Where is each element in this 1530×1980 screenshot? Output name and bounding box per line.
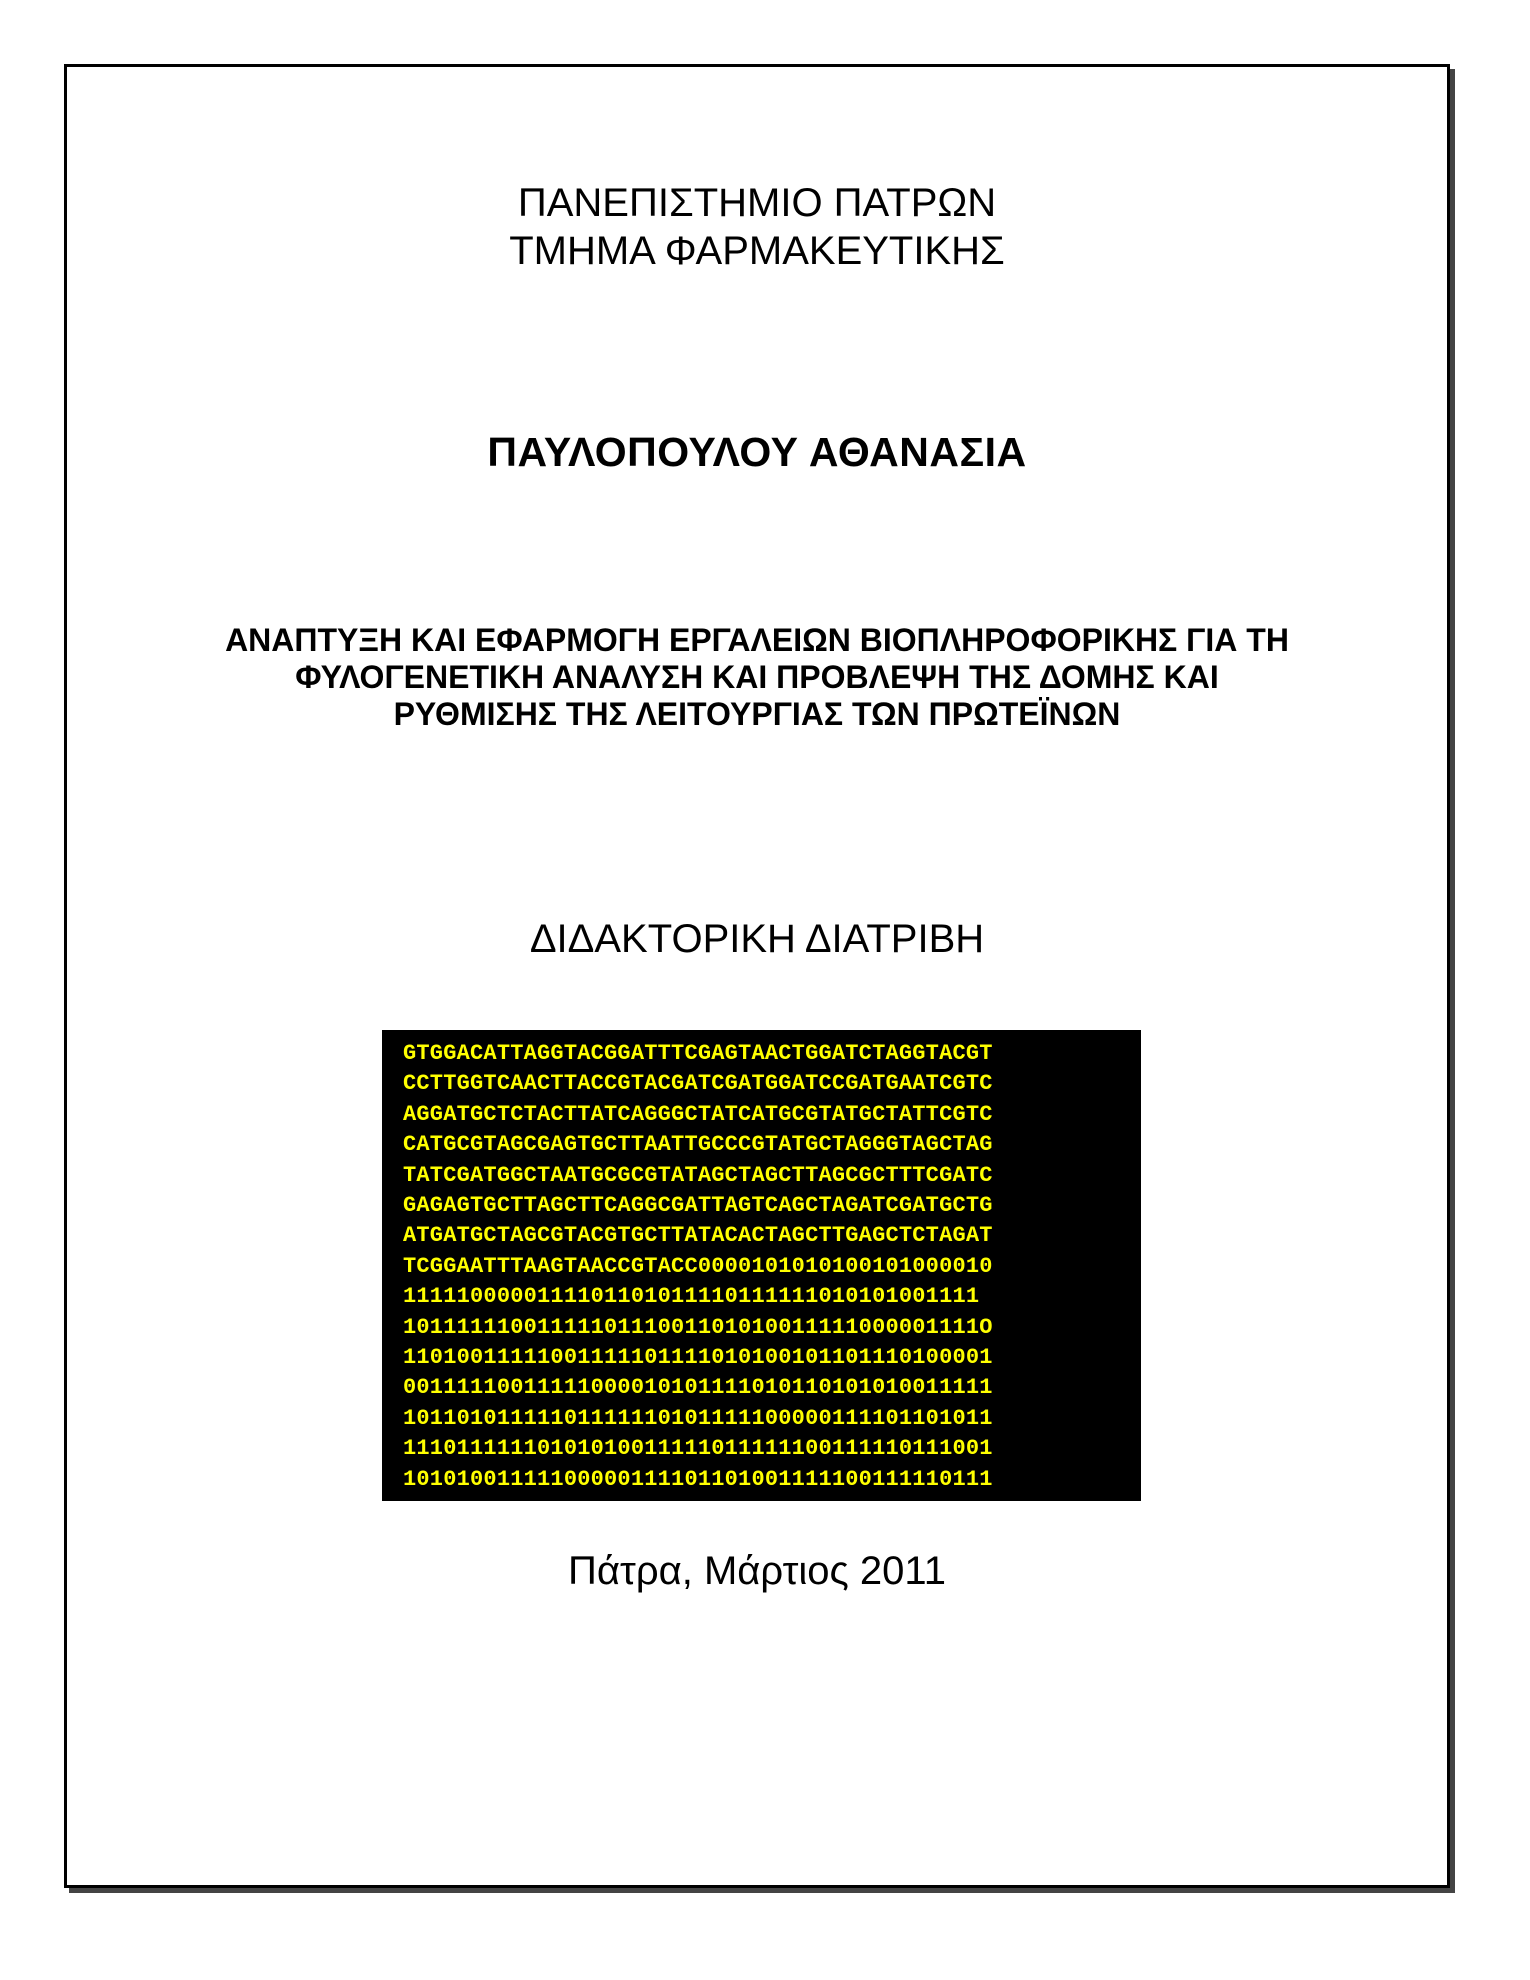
place-date: Πάτρα, Μάρτιος 2011 <box>568 1549 946 1593</box>
sequence-line: GTGGACATTAGGTACGGATTTCGAGTAACTGGATCTAGGTACGT <box>403 1041 993 1066</box>
thesis-type: ΔΙΔΑΚΤΟΡΙΚΗ ΔΙΑΤΡΙΒΗ <box>529 917 985 961</box>
sequence-line: ATGATGCTAGCGTACGTGCTTATACACTAGCTTGAGCTCTAGAT <box>403 1223 993 1249</box>
sequence-line: CATGCGTAGCGAGTGCTTAATTGCCCGTATGCTAGGGTAGCTAG <box>403 1132 993 1158</box>
sequence-line: AGGATGCTCTACTTATCAGGGCTATCATGCGTATGCTATTCGTC <box>403 1101 993 1127</box>
sequence-line: 11010011111001111101111010100101101110100001 <box>403 1345 993 1371</box>
sequence-line: 1011111100111110111001101010011111000001111O <box>403 1314 993 1340</box>
thesis-title-line: ΡΥΘΜΙΣΗΣ ΤΗΣ ΛΕΙΤΟΥΡΓΙΑΣ ΤΩΝ ΠΡΩΤΕΪΝΩΝ <box>393 696 1121 732</box>
dna-binary-sequence-image <box>382 1030 1141 1501</box>
cover-page-frame <box>64 64 1450 1888</box>
sequence-line: 00111110011111000010101111010110101010011111 <box>403 1375 993 1401</box>
author-name: ΠΑΥΛΟΠΟΥΛΟΥ ΑΘΑΝΑΣΙΑ <box>487 429 1027 475</box>
sequence-line: TCGGAATTTAAGTAACCGTACC0000101010100101000010 <box>403 1253 993 1279</box>
sequence-line: GAGAGTGCTTAGCTTCAGGCGATTAGTCAGCTAGATCGATGCTG <box>403 1193 993 1219</box>
thesis-title-line: ΦΥΛΟΓΕΝΕΤΙΚΗ ΑΝΑΛΥΣΗ ΚΑΙ ΠΡΟΒΛΕΨΗ ΤΗΣ ΔΟΜΗΣ ΚΑΙ <box>295 659 1219 695</box>
sequence-line: 11101111110101010011111011111100111110111001 <box>403 1436 993 1462</box>
sequence-line: CCTTGGTCAACTTACCGTACGATCGATGGATCCGATGAATCGTC <box>403 1071 993 1097</box>
sequence-line: TATCGATGGCTAATGCGCGTATAGCTAGCTTAGCGCTTTCGATC <box>403 1162 993 1188</box>
department-name: ΤΜΗΜΑ ΦΑΡΜΑΚΕΥΤΙΚΗΣ <box>509 229 1005 273</box>
thesis-title-line: ΑΝΑΠΤΥΞΗ ΚΑΙ ΕΦΑΡΜΟΓΗ ΕΡΓΑΛΕΙΩΝ ΒΙΟΠΛΗΡΟΦΟΡΙΚΗΣ ΓΙΑ ΤΗ <box>225 622 1289 658</box>
university-header <box>67 179 1447 275</box>
thesis-title <box>67 622 1447 733</box>
sequence-line: 10110101111101111110101111100000111101101011 <box>403 1405 993 1431</box>
university-name: ΠΑΝΕΠΙΣΤΗΜΙΟ ΠΑΤΡΩΝ <box>517 181 997 225</box>
sequence-line: 1111100000111101101011110111111010101001111 <box>403 1284 980 1310</box>
sequence-line: 10101001111100000111101101001111100111110111 <box>403 1466 993 1492</box>
